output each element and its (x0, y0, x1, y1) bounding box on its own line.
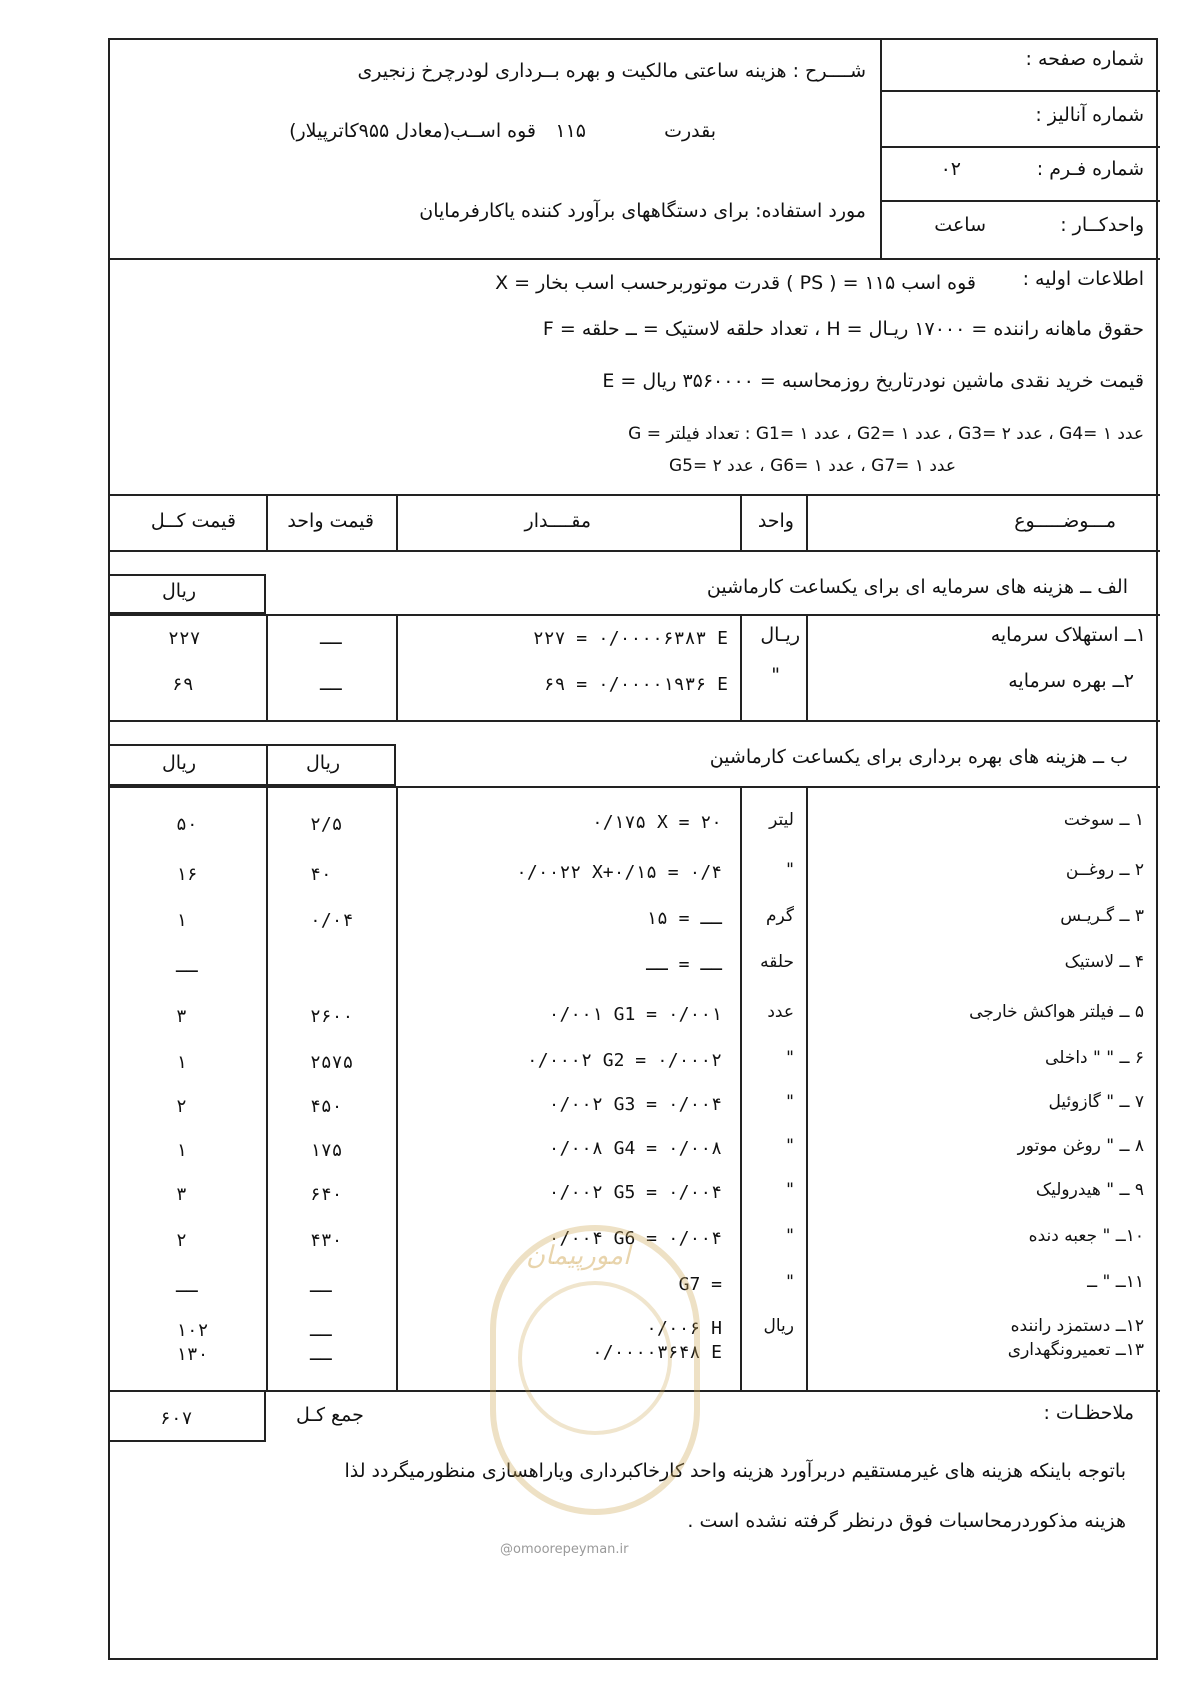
section-a-row-1-total: ۲۲۷ (168, 628, 201, 649)
section-b-row-3-unit: گرم (766, 906, 794, 926)
section-b-row-11-unit-price: ــ (310, 1276, 332, 1297)
section-b-row-8-quantity: ۰/۰۰۸ G4 = ۰/۰۰۸ (548, 1138, 722, 1159)
section-b-row-7-total: ۲ (176, 1096, 187, 1117)
form-number-value: ۰۲ (940, 158, 961, 180)
section-b-row-10-subject: ۱۰ــ " جعبه دنده (1028, 1226, 1144, 1246)
section-b-row-13-subject: ۱۳ــ تعمیرونگهداری (1007, 1340, 1144, 1360)
section-b-row-5-unit-price: ۲۶۰۰ (310, 1006, 354, 1027)
section-b-row-4-total: ــ (176, 956, 198, 977)
initial-info-label: اطلاعات اولیه : (1022, 268, 1144, 290)
section-b-title: ب ــ هزینه های بهره برداری برای یکساعت کارماشین (709, 746, 1128, 768)
section-b-row-3-total: ۱ (176, 910, 187, 931)
note-line-2: هزینه مذکوردرمحاسبات فوق درنظر گرفته نشده است . (687, 1510, 1126, 1532)
section-b-row-9-unit: " (786, 1180, 794, 1200)
section-b-row-1-unit: لیتر (769, 810, 794, 830)
section-b-row-6-subject: ۶ ــ " " داخلی (1045, 1048, 1144, 1068)
section-b-row-5-unit: عدد (767, 1002, 794, 1022)
section-b-row-1-unit-price: ۲/۵ (310, 814, 343, 835)
section-b-row-6-unit: " (786, 1048, 794, 1068)
section-b-row-1-total: ۵۰ (176, 814, 198, 835)
form-number-label: شماره فـرم : (1036, 158, 1144, 180)
sum-value: ۶۰۷ (160, 1408, 193, 1429)
section-b-row-11-subject: ۱۱ــ " ــ (1087, 1272, 1144, 1292)
initial-info-x: X = قدرت موتوربرحسب اسب بخار ( PS ) = ۱۱۵ قوه اسب (495, 272, 976, 294)
section-b-row-1-quantity: ۰/۱۷۵ X = ۲۰ (591, 812, 722, 833)
section-a-currency: ریال (162, 580, 197, 602)
section-b-row-5-subject: ۵ ــ فیلتر هواکش خارجی (969, 1002, 1144, 1022)
section-a-row-2-unit-price: ــ (320, 674, 342, 695)
initial-info-f-h: F = تعداد حلقه لاستیک = ــ حلقه ، H = حقوق ماهانه راننده = ۱۷۰۰۰ ریـال (542, 318, 1144, 340)
note-line-1: باتوجه باینکه هزینه های غیرمستقیم دربرآورد هزینه واحد کارخاکبرداری ویاراهسازی منظورمیگردد لذا (344, 1460, 1126, 1482)
section-b-row-4-subject: ۴ ــ لاستیک (1064, 952, 1144, 972)
description-text: شــــرح : هزینه ساعتی مالکیت و بهره بــرداری لودرچرخ زنجیری (357, 60, 866, 82)
section-b-row-10-quantity: ۰/۰۰۴ G6 = ۰/۰۰۴ (548, 1228, 722, 1249)
section-a-row-1-quantity: ۲۲۷ = ۰/۰۰۰۰۶۳۸۳ E (532, 628, 728, 649)
section-b-row-12-unit-price: ــ (310, 1320, 332, 1341)
col-unit: واحد (757, 510, 794, 532)
section-a-row-2-total: ۶۹ (172, 674, 194, 695)
section-b-row-5-total: ۳ (176, 1006, 187, 1027)
sum-label: جمع کـل (296, 1404, 364, 1426)
col-unit-price: قیمت واحد (287, 510, 374, 532)
section-b-row-13-total: ۱۳۰ (176, 1344, 209, 1365)
power-prefix: بقدرت (664, 120, 716, 142)
section-b-row-4-quantity: ــ = ــ (646, 954, 722, 975)
section-b-row-9-subject: ۹ ــ " هیدرولیک (1035, 1180, 1144, 1200)
section-b-row-10-total: ۲ (176, 1230, 187, 1251)
section-a-row-1-unit: ریـال (760, 624, 800, 646)
initial-info-e: E = قیمت خرید نقدی ماشین نودرتاریخ روزمحاسبه = ۳۵۶۰۰۰۰ ریال (602, 370, 1144, 392)
section-b-row-9-quantity: ۰/۰۰۲ G5 = ۰/۰۰۴ (548, 1182, 722, 1203)
section-b-row-8-unit-price: ۱۷۵ (310, 1140, 343, 1161)
section-b-row-7-subject: ۷ ــ " گازوئیل (1048, 1092, 1144, 1112)
section-b-row-6-quantity: ۰/۰۰۰۲ G2 = ۰/۰۰۰۲ (526, 1050, 722, 1071)
section-b-row-8-total: ۱ (176, 1140, 187, 1161)
section-b-row-3-quantity: ــ = ۱۵ (646, 908, 722, 929)
section-b-currency-box (110, 744, 396, 786)
section-b-row-3-subject: ۳ ــ گـریـس (1060, 906, 1144, 926)
section-b-row-9-total: ۳ (176, 1184, 187, 1205)
section-b-row-12-subject: ۱۲ــ دستمزد راننده (1010, 1316, 1144, 1336)
section-b-row-2-unit-price: ۴۰ (310, 864, 332, 885)
section-b-row-1-subject: ۱ ــ سوخت (1063, 810, 1144, 830)
section-b-row-7-unit: " (786, 1092, 794, 1112)
section-a-row-1-unit-price: ــ (320, 628, 342, 649)
section-b-currency-total: ریال (162, 752, 197, 774)
watermark-text: @omoorepeyman.ir (500, 1542, 629, 1557)
section-b-row-2-subject: ۲ ــ روغــن (1065, 860, 1144, 880)
usage-text: مورد استفاده: برای دستگاههای برآورد کننده یاکارفرمایان (419, 200, 866, 222)
section-b-row-2-quantity: ۰/۰۰۲۲ X+۰/۱۵ = ۰/۴ (516, 862, 722, 883)
section-b-row-12-total: ۱۰۲ (176, 1320, 209, 1341)
section-b-row-3-unit-price: ۰/۰۴ (310, 910, 354, 931)
section-b-row-11-unit: " (786, 1272, 794, 1292)
section-b-row-7-quantity: ۰/۰۰۲ G3 = ۰/۰۰۴ (548, 1094, 722, 1115)
stamp-text: امورپیمان (526, 1241, 631, 1271)
section-b-row-6-unit-price: ۲۵۷۵ (310, 1052, 354, 1073)
initial-info-g-line2: G5= ۲ عدد ، G6= ۱ عدد ، G7= ۱ عدد (668, 456, 956, 476)
section-b-row-13-quantity: ۰/۰۰۰۰۳۶۴۸ E (591, 1342, 722, 1363)
work-unit-value: ساعت (934, 214, 986, 236)
page-number-label: شماره صفحه : (1025, 48, 1144, 70)
col-total-price: قیمت کــل (150, 510, 236, 532)
analysis-number-label: شماره آنالیز : (1035, 104, 1144, 126)
section-b-currency-unit: ریال (306, 752, 341, 774)
power-value: ۱۱۵ (555, 120, 586, 142)
section-b-row-9-unit-price: ۶۴۰ (310, 1184, 343, 1205)
section-b-row-4-unit: حلقه (760, 952, 794, 972)
initial-info-g-line1: G = تعداد فیلتر : G1= ۱ عدد ، G2= ۱ عدد ، G3= ۲ عدد ، G4= ۱ عدد (628, 424, 1144, 444)
stamp-inner-ring (518, 1281, 672, 1435)
section-b-row-12-quantity: ۰/۰۰۶ H (646, 1318, 722, 1339)
section-b-row-13-unit-price: ــ (310, 1344, 332, 1365)
section-a-row-2-subject: ۲ــ بهره سرمایه (1008, 670, 1134, 692)
section-a-row-2-quantity: ۶۹ = ۰/۰۰۰۰۱۹۳۶ E (543, 674, 728, 695)
col-subject: مـــوضـــــوع (1014, 510, 1116, 532)
section-b-row-5-quantity: ۰/۰۰۱ G1 = ۰/۰۰۱ (548, 1004, 722, 1025)
section-a-row-2-unit: " (771, 664, 780, 686)
section-b-row-7-unit-price: ۴۵۰ (310, 1096, 343, 1117)
power-suffix: قوه اســب(معادل ۹۵۵کاترپیلار) (289, 120, 536, 142)
stamp-seal (490, 1225, 700, 1515)
section-b-row-11-quantity: G7 = (678, 1274, 722, 1295)
section-b-row-8-unit: " (786, 1136, 794, 1156)
work-unit-label: واحدکــار : (1060, 214, 1144, 236)
section-a-row-1-subject: ۱ــ استهلاک سرمایه (990, 624, 1146, 646)
section-a-title: الف ــ هزینه های سرمایه ای برای یکساعت کارماشین (706, 576, 1128, 598)
section-b-row-6-total: ۱ (176, 1052, 187, 1073)
section-b-row-11-total: ــ (176, 1276, 198, 1297)
section-b-row-8-subject: ۸ ــ " روغن موتور (1017, 1136, 1144, 1156)
col-quantity: مقــــدار (524, 510, 591, 532)
section-b-row-12-unit: ریال (763, 1316, 794, 1336)
remarks-label: ملاحظـات : (1043, 1402, 1134, 1424)
section-b-row-10-unit: " (786, 1226, 794, 1246)
section-b-row-2-unit: " (786, 860, 794, 880)
section-b-row-10-unit-price: ۴۳۰ (310, 1230, 343, 1251)
section-b-row-2-total: ۱۶ (176, 864, 198, 885)
